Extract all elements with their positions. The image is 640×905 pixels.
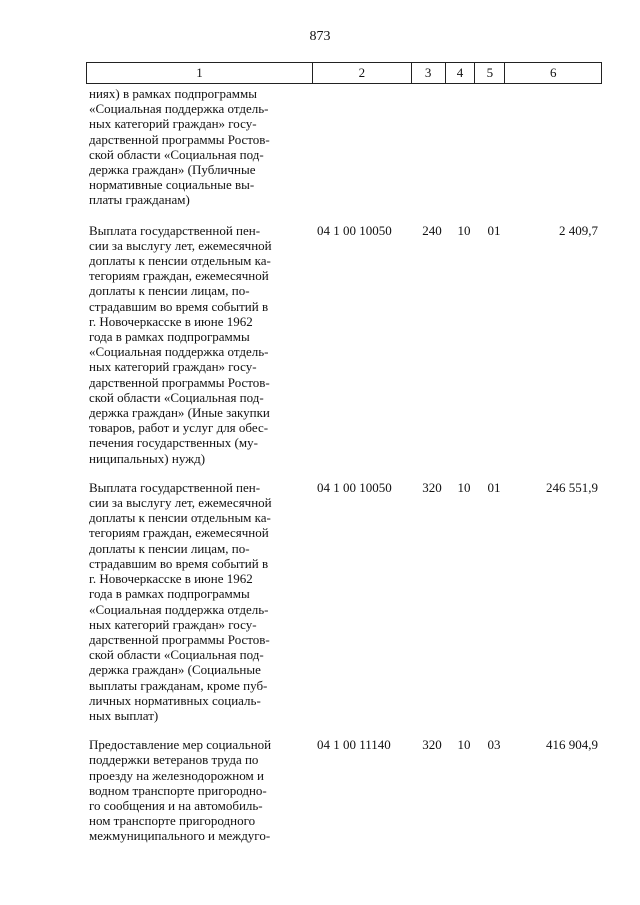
- row-code: 04 1 00 11140: [317, 737, 391, 753]
- table-row: [86, 86, 602, 208]
- table-header: [86, 62, 602, 84]
- row-subsection: 03: [487, 737, 501, 753]
- table-body: [86, 86, 602, 858]
- row-description: Выплата государственной пен- сии за выслугу лет, ежемесячной доплаты к пенсии отдельным ка- тегориям граждан, ежемесячной доплаты к пенсии лицам, по- страдавшим во время событий в г. Новочеркасске в июне 1962 года в рамках подпрограммы «Социальная поддержка отдель- ных категорий граждан» госу- дарственной программы Ростов- ской области «Социальная под- держка граждан» (Иные закупки товаров, работ и услуг для обес- печения государственных (му- ниципальных) нужд): [89, 222, 272, 466]
- row-section: [446, 86, 476, 208]
- header-col-2: 2: [313, 63, 412, 83]
- row-expense-type: [412, 86, 446, 208]
- row-amount: 2 409,7: [559, 222, 598, 238]
- header-col-6: 6: [549, 65, 557, 80]
- row-expense-type: 240: [422, 222, 442, 238]
- row-expense-type: 320: [422, 479, 442, 495]
- header-col-5: 5: [475, 63, 505, 83]
- row-section: 10: [457, 479, 471, 495]
- row-subsection: [476, 86, 506, 208]
- row-description: ниях) в рамках подпрограммы «Социальная поддержка отдель- ных категорий граждан» госу- дарственной программы Ростов- ской области «Социальная под- держка граждан» (Публичные нормативные социальные вы- платы гражданам): [89, 86, 270, 208]
- page-number: 873: [309, 29, 331, 44]
- row-description: Выплата государственной пен- сии за выслугу лет, ежемесячной доплаты к пенсии отдельным ка- тегориям граждан, ежемесячной доплаты к пенсии лицам, по- страдавшим во время событий в г. Новочеркасске в июне 1962 года в рамках подпрограммы «Социальная поддержка отдель- ных категорий граждан» госу- дарственной программы Ростов- ской области «Социальная под- держка граждан» (Социальные выплаты гражданам, кроме пуб- личных нормативных социаль- ных выплат): [89, 479, 272, 723]
- row-amount: 416 904,9: [546, 737, 598, 753]
- header-col-3: 3: [412, 63, 446, 83]
- row-expense-type: 320: [422, 737, 442, 753]
- header-col-1: 1: [87, 63, 313, 83]
- row-code: 04 1 00 10050: [317, 222, 392, 238]
- row-description: Предоставление мер социальной поддержки ветеранов труда по проезду на железнодорожном и водном транспорте пригородно- го сообщения и на автомобиль- ном транспорте пригородного межмуниципального и междуго-: [89, 737, 272, 844]
- header-col-4: 4: [446, 63, 476, 83]
- table-row: [86, 737, 602, 843]
- row-section: 10: [457, 737, 471, 753]
- table-row: [86, 223, 602, 466]
- row-amount: 246 551,9: [546, 479, 598, 495]
- row-subsection: 01: [487, 479, 501, 495]
- table-row: [86, 480, 602, 723]
- row-amount: [506, 86, 602, 208]
- row-code: 04 1 00 10050: [317, 479, 392, 495]
- row-code: [313, 86, 412, 208]
- row-subsection: 01: [487, 222, 501, 238]
- row-section: 10: [457, 222, 471, 238]
